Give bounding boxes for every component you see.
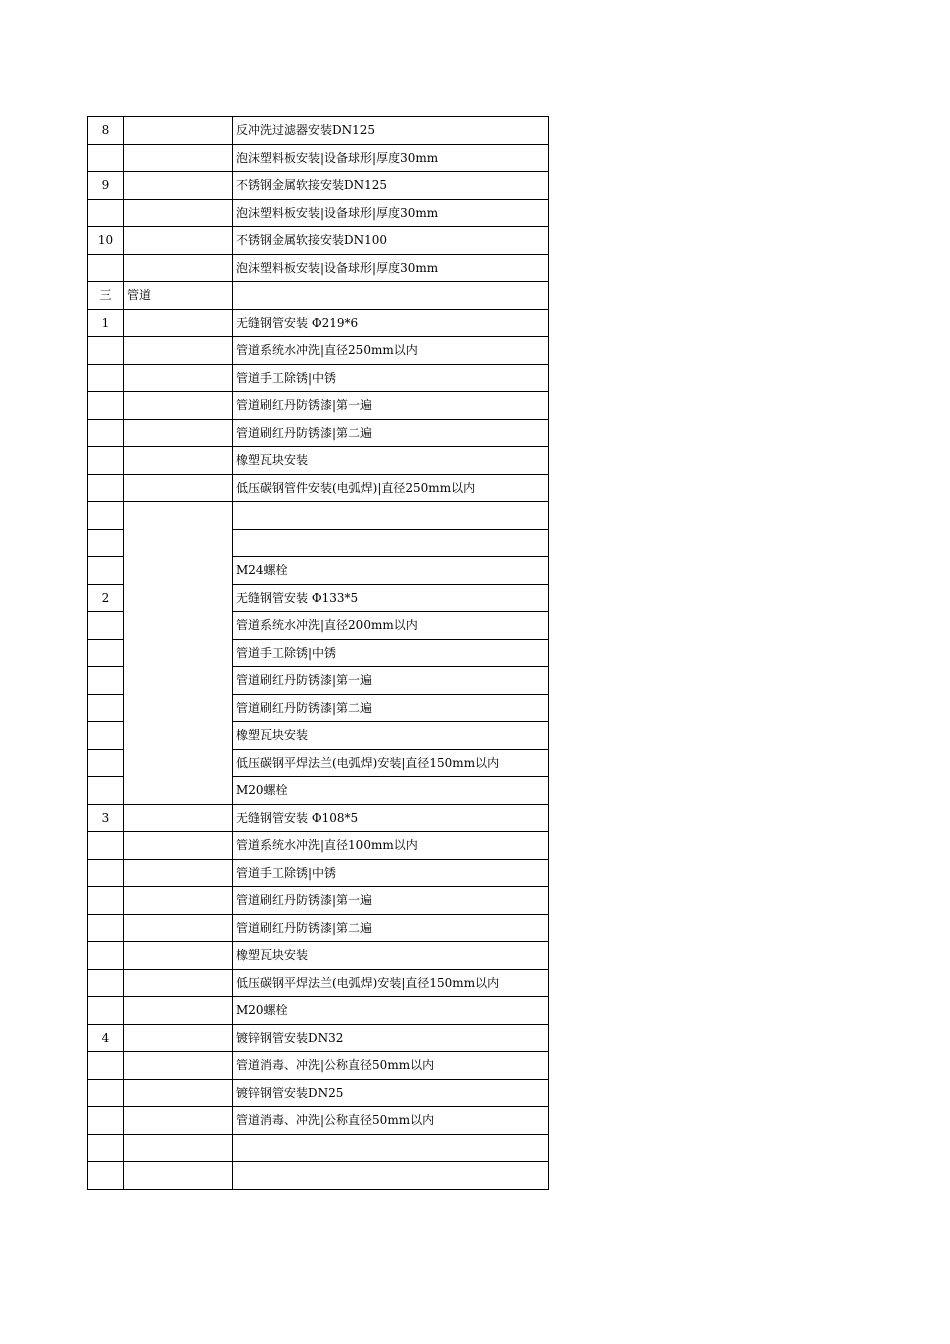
table-row xyxy=(88,502,549,530)
item-description-cell: 镀锌钢管安装DN25 xyxy=(233,1079,549,1107)
table-row xyxy=(88,832,549,860)
item-number-cell xyxy=(88,969,124,997)
item-description-cell: 管道消毒、冲洗|公称直径50mm以内 xyxy=(233,1107,549,1135)
item-name-cell xyxy=(124,227,233,255)
item-name-cell xyxy=(124,254,233,282)
item-number-cell xyxy=(88,997,124,1025)
table-row xyxy=(88,1052,549,1080)
item-description-cell: 橡塑瓦块安装 xyxy=(233,942,549,970)
item-name-cell xyxy=(124,859,233,887)
item-number-cell: 三 xyxy=(88,282,124,310)
table-row xyxy=(88,942,549,970)
item-description-cell: 无缝钢管安装 Φ108*5 xyxy=(233,804,549,832)
item-number-cell xyxy=(88,639,124,667)
item-description-cell xyxy=(233,529,549,557)
table-row xyxy=(88,1134,549,1162)
table-row xyxy=(88,804,549,832)
item-name-cell xyxy=(124,337,233,365)
item-description-cell: 管道消毒、冲洗|公称直径50mm以内 xyxy=(233,1052,549,1080)
bill-of-quantities-table xyxy=(87,116,549,1190)
item-number-cell xyxy=(88,474,124,502)
item-description-cell: 低压碳钢平焊法兰(电弧焊)安装|直径150mm以内 xyxy=(233,749,549,777)
item-description-cell xyxy=(233,1134,549,1162)
item-name-cell xyxy=(124,172,233,200)
table-row xyxy=(88,172,549,200)
item-number-cell xyxy=(88,254,124,282)
table-row xyxy=(88,144,549,172)
item-number-cell xyxy=(88,694,124,722)
table-row xyxy=(88,997,549,1025)
item-description-cell: 管道刷红丹防锈漆|第一遍 xyxy=(233,392,549,420)
table-row xyxy=(88,1107,549,1135)
item-description-cell: 管道刷红丹防锈漆|第一遍 xyxy=(233,887,549,915)
item-number-cell xyxy=(88,364,124,392)
item-name-cell xyxy=(124,832,233,860)
item-number-cell: 1 xyxy=(88,309,124,337)
table-row xyxy=(88,474,549,502)
item-description-cell: 低压碳钢管件安装(电弧焊)|直径250mm以内 xyxy=(233,474,549,502)
table-body xyxy=(88,117,549,1190)
item-description-cell: 管道手工除锈|中锈 xyxy=(233,639,549,667)
table-row xyxy=(88,364,549,392)
item-description-cell: 泡沫塑料板安装|设备球形|厚度30mm xyxy=(233,144,549,172)
table-row xyxy=(88,969,549,997)
item-name-cell xyxy=(124,942,233,970)
item-number-cell: 8 xyxy=(88,117,124,145)
item-name-cell xyxy=(124,1162,233,1190)
item-number-cell xyxy=(88,832,124,860)
item-name-cell xyxy=(124,364,233,392)
item-description-cell: 管道手工除锈|中锈 xyxy=(233,859,549,887)
item-number-cell xyxy=(88,859,124,887)
item-number-cell xyxy=(88,529,124,557)
item-number-cell xyxy=(88,337,124,365)
table-row xyxy=(88,447,549,475)
table-row xyxy=(88,1024,549,1052)
item-description-cell: M20螺栓 xyxy=(233,997,549,1025)
item-description-cell: 管道刷红丹防锈漆|第二遍 xyxy=(233,914,549,942)
item-number-cell xyxy=(88,749,124,777)
item-description-cell: M24螺栓 xyxy=(233,557,549,585)
table-row xyxy=(88,227,549,255)
item-description-cell: M20螺栓 xyxy=(233,777,549,805)
item-number-cell xyxy=(88,1107,124,1135)
item-number-cell xyxy=(88,612,124,640)
item-number-cell xyxy=(88,144,124,172)
item-name-cell xyxy=(124,474,233,502)
item-name-cell xyxy=(124,144,233,172)
item-number-cell xyxy=(88,777,124,805)
item-name-cell xyxy=(124,392,233,420)
table-row xyxy=(88,887,549,915)
item-number-cell: 4 xyxy=(88,1024,124,1052)
item-number-cell xyxy=(88,419,124,447)
item-name-cell xyxy=(124,887,233,915)
item-name-cell xyxy=(124,447,233,475)
item-name-cell xyxy=(124,969,233,997)
item-description-cell: 管道手工除锈|中锈 xyxy=(233,364,549,392)
item-description-cell: 橡塑瓦块安装 xyxy=(233,447,549,475)
item-number-cell: 9 xyxy=(88,172,124,200)
item-number-cell xyxy=(88,1162,124,1190)
item-name-cell xyxy=(124,914,233,942)
table-row xyxy=(88,282,549,310)
item-description-cell xyxy=(233,1162,549,1190)
item-number-cell: 3 xyxy=(88,804,124,832)
table-row xyxy=(88,254,549,282)
item-name-cell xyxy=(124,997,233,1025)
item-name-cell xyxy=(124,117,233,145)
item-number-cell: 2 xyxy=(88,584,124,612)
item-name-cell xyxy=(124,1107,233,1135)
item-number-cell xyxy=(88,447,124,475)
table-row xyxy=(88,419,549,447)
item-name-cell xyxy=(124,804,233,832)
item-description-cell: 橡塑瓦块安装 xyxy=(233,722,549,750)
item-name-cell xyxy=(124,1052,233,1080)
item-number-cell xyxy=(88,1052,124,1080)
table-row xyxy=(88,309,549,337)
item-description-cell: 低压碳钢平焊法兰(电弧焊)安装|直径150mm以内 xyxy=(233,969,549,997)
item-description-cell: 管道系统水冲洗|直径200mm以内 xyxy=(233,612,549,640)
item-name-cell xyxy=(124,1079,233,1107)
item-description-cell xyxy=(233,282,549,310)
item-description-cell: 无缝钢管安装 Φ133*5 xyxy=(233,584,549,612)
item-name-cell xyxy=(124,309,233,337)
item-number-cell xyxy=(88,1079,124,1107)
item-description-cell xyxy=(233,502,549,530)
table-row xyxy=(88,337,549,365)
item-number-cell xyxy=(88,887,124,915)
item-number-cell xyxy=(88,392,124,420)
table-row xyxy=(88,859,549,887)
item-number-cell xyxy=(88,502,124,530)
item-description-cell: 不锈钢金属软接安装DN125 xyxy=(233,172,549,200)
item-number-cell xyxy=(88,914,124,942)
item-description-cell: 管道刷红丹防锈漆|第一遍 xyxy=(233,667,549,695)
item-number-cell xyxy=(88,942,124,970)
item-name-cell: 管道 xyxy=(124,282,233,310)
item-number-cell xyxy=(88,557,124,585)
item-number-cell xyxy=(88,1134,124,1162)
item-name-cell xyxy=(124,1134,233,1162)
table-row xyxy=(88,392,549,420)
item-name-cell xyxy=(124,502,233,805)
item-description-cell: 无缝钢管安装 Φ219*6 xyxy=(233,309,549,337)
item-description-cell: 不锈钢金属软接安装DN100 xyxy=(233,227,549,255)
item-number-cell xyxy=(88,199,124,227)
item-name-cell xyxy=(124,1024,233,1052)
item-number-cell xyxy=(88,667,124,695)
item-name-cell xyxy=(124,419,233,447)
table-row xyxy=(88,1162,549,1190)
table-row xyxy=(88,1079,549,1107)
table-row xyxy=(88,199,549,227)
item-description-cell: 管道系统水冲洗|直径100mm以内 xyxy=(233,832,549,860)
table-row xyxy=(88,117,549,145)
item-description-cell: 泡沫塑料板安装|设备球形|厚度30mm xyxy=(233,199,549,227)
item-description-cell: 镀锌钢管安装DN32 xyxy=(233,1024,549,1052)
item-description-cell: 泡沫塑料板安装|设备球形|厚度30mm xyxy=(233,254,549,282)
item-description-cell: 反冲洗过滤器安装DN125 xyxy=(233,117,549,145)
item-number-cell: 10 xyxy=(88,227,124,255)
item-description-cell: 管道系统水冲洗|直径250mm以内 xyxy=(233,337,549,365)
item-description-cell: 管道刷红丹防锈漆|第二遍 xyxy=(233,419,549,447)
item-name-cell xyxy=(124,199,233,227)
item-description-cell: 管道刷红丹防锈漆|第二遍 xyxy=(233,694,549,722)
item-number-cell xyxy=(88,722,124,750)
table-row xyxy=(88,914,549,942)
